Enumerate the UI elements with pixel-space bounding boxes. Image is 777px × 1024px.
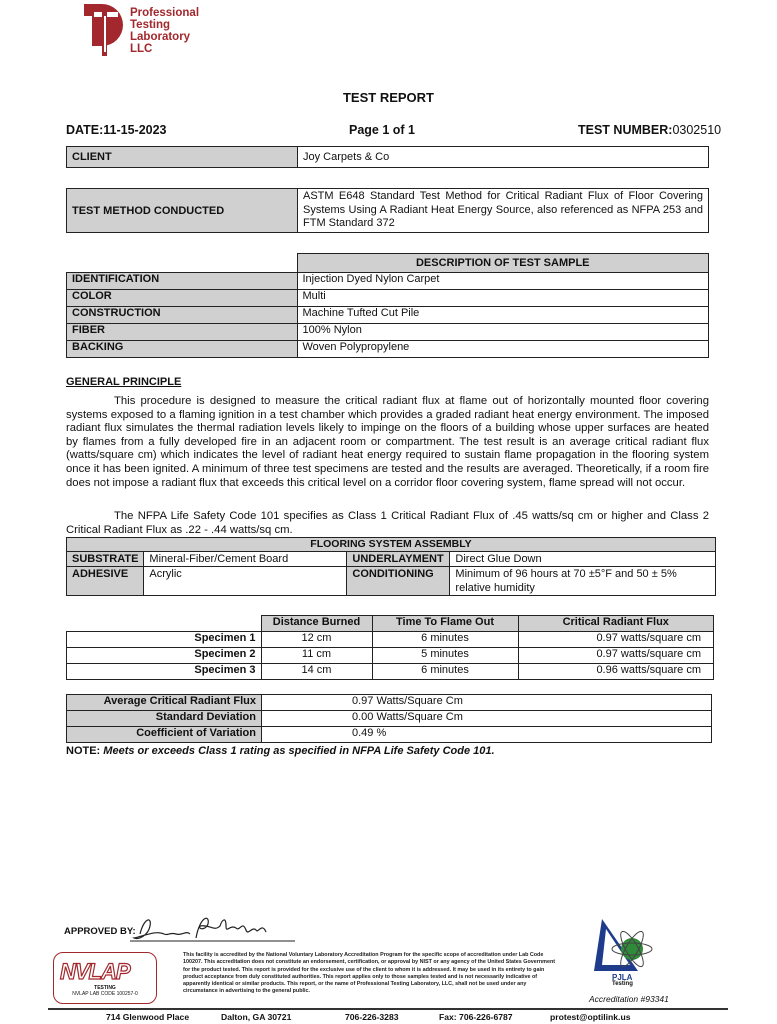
report-date: DATE:11-15-2023 — [66, 123, 167, 137]
summary-value: 0.97 Watts/Square Cm — [262, 695, 712, 711]
footer-city: Dalton, GA 30721 — [221, 1012, 292, 1022]
time-cell: 6 minutes — [372, 664, 518, 680]
pjla-triangle-icon — [588, 915, 678, 975]
sample-table — [66, 253, 709, 358]
footer-rule — [48, 1008, 728, 1010]
conditioning-value: Minimum of 96 hours at 70 ±5°F and 50 ± 5% relative humidity — [450, 567, 716, 596]
sample-value: Machine Tufted Cut Pile — [297, 307, 709, 324]
company-logo — [80, 2, 125, 56]
results-header-spacer — [67, 616, 262, 632]
test-number — [578, 123, 721, 137]
footer-address: 714 Glenwood Place — [106, 1012, 190, 1022]
sample-label: COLOR — [67, 290, 298, 307]
summary-label: Coefficient of Variation — [67, 727, 262, 743]
distance-cell: 14 cm — [261, 664, 372, 680]
nvlap-testing: TESTING — [94, 985, 116, 991]
sample-header-spacer — [67, 254, 298, 273]
summary-value: 0.00 Watts/Square Cm — [262, 711, 712, 727]
note — [66, 745, 495, 757]
substrate-label: SUBSTRATE — [67, 552, 144, 567]
results-table — [66, 615, 714, 680]
page-indicator: Page 1 of 1 — [349, 123, 415, 137]
distance-cell: 12 cm — [261, 632, 372, 648]
assembly-table — [66, 537, 716, 596]
results-column-header: Distance Burned — [261, 616, 372, 632]
sample-value: Multi — [297, 290, 709, 307]
logo-mark-icon — [80, 2, 125, 56]
summary-label: Average Critical Radiant Flux — [67, 695, 262, 711]
adhesive-value: Acrylic — [144, 567, 347, 596]
time-cell: 5 minutes — [372, 648, 518, 664]
results-column-header: Time To Flame Out — [372, 616, 518, 632]
nvlap-logo — [53, 952, 157, 1004]
signature-icon — [130, 912, 295, 944]
summary-value: 0.49 % — [262, 727, 712, 743]
pjla-sub: Testing — [612, 981, 633, 987]
section-heading: GENERAL PRINCIPLE — [66, 376, 182, 388]
flux-cell: 0.96 watts/square cm — [518, 664, 714, 680]
sample-value: Injection Dyed Nylon Carpet — [297, 273, 709, 290]
sample-label: BACKING — [67, 341, 298, 358]
approved-by-label: APPROVED BY: — [64, 926, 136, 937]
client-table — [66, 146, 709, 168]
time-cell: 6 minutes — [372, 632, 518, 648]
test-method-value: ASTM E648 Standard Test Method for Critical Radiant Flux of Floor Covering Systems Using A Radiant Heat Energy Source, also referenced as NFPA 253 and FTM Standard 372 — [298, 189, 709, 233]
underlayment-label: UNDERLAYMENT — [347, 552, 450, 567]
principle-paragraph: This procedure is designed to measure the critical radiant flux at flame out of horizontally mounted floor covering systems exposed to a flaming ignition in a test chamber which provides a graded radiant heat energy environment. The imposed radiant flux simulates the thermal radiation levels likely to impinge on the floors of a building whose upper surfaces are heated by flames from a fully developed fire in an adjacent room or compartment. The test result is an average critical radiant flux (watts/square cm) which indicates the level of radiant heat energy required to sustain flame propagation in the flooring system once it has been ignited. A minimum of three test specimens are tested and the results are averaged. Theoretically, if a room fire does not impose a radiant flux that exceeds this critical level on a corridor floor covering system, flame spread will not occur. — [66, 395, 709, 489]
footer-email[interactable]: protest@optilink.us — [550, 1012, 631, 1022]
summary-table — [66, 694, 712, 743]
test-method-table — [66, 188, 709, 233]
nvlap-lab-code: NVLAP LAB CODE 100257-0 — [72, 991, 138, 997]
sample-value: Woven Polypropylene — [297, 341, 709, 358]
distance-cell: 11 cm — [261, 648, 372, 664]
test-number-label: TEST NUMBER: — [578, 123, 673, 137]
summary-label: Standard Deviation — [67, 711, 262, 727]
assembly-header: FLOORING SYSTEM ASSEMBLY — [67, 538, 716, 552]
adhesive-label: ADHESIVE — [67, 567, 144, 596]
principle-paragraph: The NFPA Life Safety Code 101 specifies as Class 1 Critical Radiant Flux of .45 watts/sq cm or higher and Class 2 Critical Radiant Flux as .22 - .44 watts/sq cm. — [66, 510, 709, 536]
sample-value: 100% Nylon — [297, 324, 709, 341]
sample-label: FIBER — [67, 324, 298, 341]
test-number-value: 0302510 — [672, 123, 722, 137]
company-name-line: Professional — [130, 7, 200, 19]
conditioning-label: CONDITIONING — [347, 567, 450, 596]
note-label: NOTE: — [66, 745, 101, 757]
client-label: CLIENT — [67, 147, 298, 168]
specimen-label: Specimen 3 — [67, 664, 262, 680]
company-name-line: Testing — [130, 19, 171, 31]
signature — [130, 912, 295, 944]
accreditation-disclaimer: This facility is accredited by the National Voluntary Laboratory Accreditation Program for the specific scope of accreditation under Lab Code 100207. This accreditation does not constitute an endorsement, certification, or approval by NIST or any agency of the United States Government for the product tested. This report is provided for the exclusive use of the client to whom it is addressed. It may be used in its entirety to gain product acceptance from duly constituted authorities. This report applies only to those samples tested and is not necessarily indicative of apparently identical or similar products. This report, or the name of Professional Testing Laboratory, LLC, shall not be used under any circumstance in advertising to the general public. — [183, 952, 556, 995]
substrate-value: Mineral-Fiber/Cement Board — [144, 552, 347, 567]
client-value: Joy Carpets & Co — [298, 147, 709, 168]
sample-label: CONSTRUCTION — [67, 307, 298, 324]
flux-cell: 0.97 watts/square cm — [518, 632, 714, 648]
footer-fax: Fax: 706-226-6787 — [439, 1012, 513, 1022]
specimen-label: Specimen 2 — [67, 648, 262, 664]
results-column-header: Critical Radiant Flux — [518, 616, 714, 632]
flux-cell: 0.97 watts/square cm — [518, 648, 714, 664]
specimen-label: Specimen 1 — [67, 632, 262, 648]
company-name — [130, 7, 199, 55]
report-title: TEST REPORT — [342, 90, 434, 105]
company-name-line: Laboratory — [130, 31, 191, 43]
pjla-logo — [588, 915, 678, 1005]
sample-label: IDENTIFICATION — [67, 273, 298, 290]
footer-phone: 706-226-3283 — [345, 1012, 399, 1022]
note-text: Meets or exceeds Class 1 rating as specified in NFPA Life Safety Code 101. — [103, 745, 495, 757]
test-method-label: TEST METHOD CONDUCTED — [67, 189, 298, 233]
underlayment-value: Direct Glue Down — [450, 552, 716, 567]
sample-header: DESCRIPTION OF TEST SAMPLE — [297, 254, 709, 273]
pjla-name: PJLA — [612, 973, 633, 982]
pjla-accreditation: Accreditation #93341 — [589, 994, 669, 1004]
company-name-line: LLC — [130, 43, 153, 55]
nvlap-logo-text: NVLAP — [60, 959, 130, 984]
